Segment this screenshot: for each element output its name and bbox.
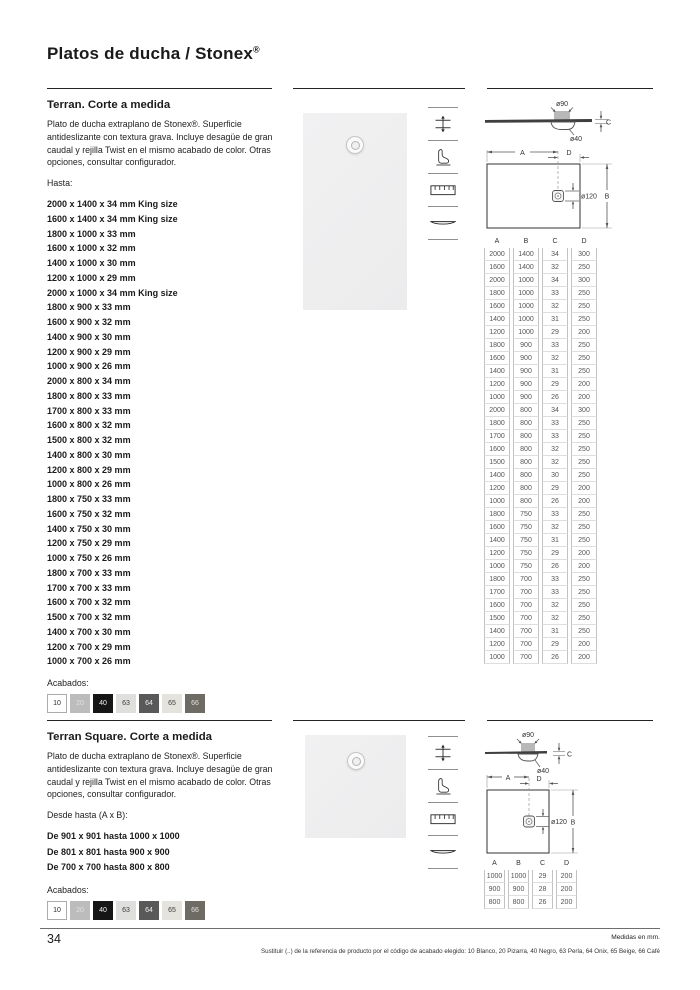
cell-b: 750	[513, 508, 539, 521]
cell-c: 33	[542, 287, 568, 300]
page-title	[47, 44, 260, 64]
range-label: Desde hasta (A x B):	[47, 810, 128, 820]
section-title: Terran Square. Corte a medida	[47, 731, 213, 743]
svg-text:A: A	[505, 774, 511, 782]
cell-c: 32	[542, 261, 568, 274]
table-row	[484, 612, 597, 625]
cell-b: 900	[508, 883, 529, 896]
size-list	[47, 197, 280, 669]
cell-a: 1200	[484, 482, 510, 495]
cell-d: 250	[571, 508, 597, 521]
size-item: 1000 x 750 x 26 mm	[47, 553, 131, 563]
size-item: De 901 x 901 hasta 1000 x 1000	[47, 831, 180, 841]
table-row	[484, 560, 597, 573]
size-item: 1200 x 1000 x 29 mm	[47, 272, 136, 283]
table-header: A	[492, 860, 497, 867]
finish-swatch: 20	[70, 901, 90, 920]
finish-swatch: 66	[185, 901, 205, 920]
cell-c: 32	[542, 456, 568, 469]
svg-text:ø120: ø120	[551, 819, 567, 826]
svg-text:ø90: ø90	[555, 101, 569, 108]
size-item: 1500 x 800 x 32 mm	[47, 435, 131, 445]
svg-text:ø90: ø90	[521, 732, 535, 739]
cell-a: 900	[484, 883, 505, 896]
cell-b: 800	[513, 482, 539, 495]
technical-drawing-rectangular	[485, 98, 655, 238]
finish-swatch: 10	[47, 901, 67, 920]
finish-swatch-row	[47, 901, 280, 920]
cell-c: 32	[542, 521, 568, 534]
cell-a: 1800	[484, 287, 510, 300]
section-title: Terran. Corte a medida	[47, 99, 171, 111]
cell-c: 33	[542, 430, 568, 443]
table-row	[484, 339, 597, 352]
cell-b: 900	[513, 365, 539, 378]
divider	[293, 88, 465, 89]
table-row	[484, 261, 597, 274]
cell-b: 900	[513, 391, 539, 404]
cell-b: 800	[513, 443, 539, 456]
cell-c: 26	[542, 560, 568, 573]
cell-b: 700	[513, 651, 539, 664]
table-row	[484, 248, 597, 261]
table-row	[484, 469, 597, 482]
cell-b: 750	[513, 521, 539, 534]
cell-a: 1000	[484, 495, 510, 508]
size-item: 1800 x 900 x 33 mm	[47, 302, 131, 313]
finish-swatch: 66	[185, 694, 205, 713]
size-item: De 700 x 700 hasta 800 x 800	[47, 862, 170, 873]
cell-a: 1600	[484, 599, 510, 612]
cell-c: 28	[532, 883, 553, 896]
cell-a: 1600	[484, 352, 510, 365]
cell-b: 800	[513, 495, 539, 508]
cell-a: 2000	[484, 404, 510, 417]
cell-c: 29	[542, 638, 568, 651]
table-row	[484, 443, 597, 456]
finish-swatch: 20	[70, 694, 90, 713]
cell-b: 1000	[513, 300, 539, 313]
dimensions-table-terran-square	[481, 858, 580, 909]
finish-swatch-row	[47, 694, 280, 713]
cell-c: 33	[542, 417, 568, 430]
cell-b: 800	[513, 456, 539, 469]
cell-b: 750	[513, 560, 539, 573]
cell-d: 200	[571, 482, 597, 495]
table-row	[484, 326, 597, 339]
cell-a: 1000	[484, 651, 510, 664]
table-row	[484, 300, 597, 313]
size-item: 1200 x 800 x 29 mm	[47, 464, 131, 475]
table-row	[484, 287, 597, 300]
finish-swatch: 64	[139, 901, 159, 920]
table-row	[484, 521, 597, 534]
extra-flat-icon	[428, 835, 458, 869]
size-item: 1800 x 750 x 33 mm	[47, 494, 131, 504]
cell-a: 1400	[484, 365, 510, 378]
table-row	[484, 599, 597, 612]
cell-c: 26	[542, 651, 568, 664]
anti-slip-foot-icon	[428, 140, 458, 173]
svg-text:C: C	[567, 751, 573, 759]
cell-d: 250	[571, 339, 597, 352]
anti-slip-foot-icon	[428, 769, 458, 802]
table-row	[484, 404, 597, 417]
size-item: 1400 x 750 x 30 mm	[47, 523, 131, 534]
cell-c: 34	[542, 248, 568, 261]
svg-text:D: D	[536, 776, 542, 783]
size-item: 1600 x 750 x 32 mm	[47, 508, 131, 519]
section-description: Plato de ducha extraplano de Stonex®. Superficie antideslizante con textura grava. Incluye desagüe de gran caudal y rejilla Twist en el mismo acabado de color. Otras opciones, consultar configurador.	[47, 119, 273, 168]
svg-text:ø40: ø40	[569, 136, 583, 143]
table-row	[484, 430, 597, 443]
cell-b: 900	[513, 352, 539, 365]
cell-d: 250	[571, 586, 597, 599]
cell-a: 1400	[484, 534, 510, 547]
svg-text:B: B	[570, 819, 576, 827]
cell-a: 1800	[484, 573, 510, 586]
feature-icon-column	[428, 107, 458, 240]
divider	[47, 88, 272, 89]
section-terran-text	[47, 99, 280, 713]
table-row	[484, 378, 597, 391]
size-item: De 801 x 801 hasta 900 x 900	[47, 846, 170, 857]
cell-a: 1200	[484, 547, 510, 560]
size-item: 1800 x 700 x 33 mm	[47, 567, 131, 578]
cell-a: 1000	[484, 560, 510, 573]
cell-a: 800	[484, 896, 505, 909]
cell-d: 250	[571, 573, 597, 586]
svg-text:A: A	[520, 149, 525, 157]
cell-a: 1200	[484, 378, 510, 391]
cell-b: 800	[513, 417, 539, 430]
footer-note: Sustituir (..) de la referencia de producto por el código de acabado elegido: 10 Blanco, 20 Pizarra, 40 Negro, 63 Perla, 64 Onix, 65 Beige, 66 Café	[261, 948, 660, 955]
cell-c: 31	[542, 625, 568, 638]
size-item: 1600 x 800 x 32 mm	[47, 420, 131, 431]
size-item: 1000 x 700 x 26 mm	[47, 656, 131, 667]
table-row	[484, 456, 597, 469]
table-row	[484, 638, 597, 651]
cell-d: 300	[571, 404, 597, 417]
cell-b: 700	[513, 638, 539, 651]
cell-a: 1700	[484, 586, 510, 599]
table-row	[484, 651, 597, 664]
cell-a: 1200	[484, 638, 510, 651]
cell-c: 29	[542, 482, 568, 495]
finish-swatch: 64	[139, 694, 159, 713]
table-row	[484, 586, 597, 599]
drain-cap-center	[351, 141, 360, 150]
size-item: 1700 x 700 x 33 mm	[47, 582, 131, 593]
cell-c: 32	[542, 599, 568, 612]
size-item: 1500 x 700 x 32 mm	[47, 612, 131, 622]
cell-c: 26	[542, 391, 568, 404]
cell-c: 26	[542, 495, 568, 508]
cell-d: 250	[571, 534, 597, 547]
cell-d: 250	[571, 612, 597, 625]
cell-d: 250	[571, 599, 597, 612]
cell-d: 250	[571, 261, 597, 274]
cell-c: 34	[542, 404, 568, 417]
cell-c: 32	[542, 443, 568, 456]
cell-a: 1600	[484, 300, 510, 313]
section-description: Plato de ducha extraplano de Stonex®. Superficie antideslizante con textura grava. Incluye desagüe de gran caudal y rejilla Twist en el mismo acabado de color. Otras opciones, consultar configurador.	[47, 751, 273, 800]
cell-c: 33	[542, 586, 568, 599]
cell-d: 200	[571, 651, 597, 664]
cell-d: 250	[571, 456, 597, 469]
cell-d: 250	[571, 313, 597, 326]
registered-mark: ®	[253, 44, 260, 55]
size-item: 1600 x 1400 x 34 mm King size	[47, 213, 178, 224]
table-row	[484, 417, 597, 430]
cell-d: 250	[571, 443, 597, 456]
page-number: 34	[47, 932, 61, 946]
cell-a: 2000	[484, 248, 510, 261]
svg-text:ø120: ø120	[581, 193, 597, 201]
table-row	[484, 534, 597, 547]
cell-a: 1500	[484, 612, 510, 625]
table-row	[484, 883, 577, 896]
cell-b: 800	[513, 469, 539, 482]
cell-a: 1400	[484, 313, 510, 326]
size-item: 1700 x 800 x 33 mm	[47, 405, 131, 416]
cell-d: 250	[571, 417, 597, 430]
cell-d: 250	[571, 625, 597, 638]
feature-icon-column	[428, 736, 458, 869]
size-item: 1400 x 700 x 30 mm	[47, 626, 131, 637]
cell-d: 200	[556, 870, 577, 883]
table-header: C	[539, 860, 546, 867]
cell-c: 31	[542, 365, 568, 378]
size-item: 1200 x 900 x 29 mm	[47, 346, 131, 357]
units-note: Medidas en mm.	[611, 934, 660, 941]
size-item: 1400 x 800 x 30 mm	[47, 449, 131, 460]
cell-b: 1000	[513, 313, 539, 326]
finishes-label: Acabados:	[47, 884, 89, 895]
cell-c: 33	[542, 508, 568, 521]
table-row	[484, 313, 597, 326]
cell-d: 200	[571, 391, 597, 404]
table-row	[484, 274, 597, 287]
cell-d: 200	[571, 547, 597, 560]
adjustable-height-icon	[428, 107, 458, 140]
cell-d: 250	[571, 300, 597, 313]
product-photo-square-tray	[305, 735, 406, 838]
cell-a: 1600	[484, 443, 510, 456]
table-row	[484, 495, 597, 508]
cell-d: 200	[556, 896, 577, 909]
size-item: 2000 x 1400 x 34 mm King size	[47, 199, 178, 209]
cell-c: 34	[542, 274, 568, 287]
table-header: C	[552, 238, 558, 245]
table-header: B	[523, 238, 529, 245]
table-row	[484, 547, 597, 560]
cell-b: 700	[513, 573, 539, 586]
cell-c: 32	[542, 352, 568, 365]
size-item: 2000 x 1000 x 34 mm King size	[47, 287, 178, 298]
table-header: A	[494, 238, 500, 245]
cell-a: 1400	[484, 625, 510, 638]
technical-drawing-square	[485, 728, 655, 860]
size-item: 1600 x 700 x 32 mm	[47, 597, 131, 608]
cell-b: 750	[513, 534, 539, 547]
size-item: 1000 x 900 x 26 mm	[47, 361, 131, 372]
cut-to-size-ruler-icon	[428, 173, 458, 206]
cell-a: 1600	[484, 521, 510, 534]
cell-b: 700	[513, 612, 539, 625]
svg-text:ø40: ø40	[536, 768, 550, 775]
section-terran-square-text	[47, 731, 280, 920]
cell-b: 1000	[508, 870, 529, 883]
table-header: B	[516, 860, 521, 867]
range-label: Hasta:	[47, 178, 73, 188]
cell-d: 250	[571, 352, 597, 365]
extra-flat-icon	[428, 206, 458, 240]
cell-d: 200	[571, 638, 597, 651]
table-row	[484, 870, 577, 883]
table-row	[484, 482, 597, 495]
divider	[487, 720, 653, 721]
cell-b: 1000	[513, 326, 539, 339]
cut-to-size-ruler-icon	[428, 802, 458, 835]
cell-b: 800	[513, 404, 539, 417]
size-item: 1200 x 700 x 29 mm	[47, 641, 131, 652]
cell-c: 31	[542, 534, 568, 547]
cell-c: 32	[542, 612, 568, 625]
size-list	[47, 829, 280, 876]
svg-text:C: C	[606, 119, 612, 127]
divider	[293, 720, 465, 721]
cell-c: 29	[542, 378, 568, 391]
cell-c: 29	[542, 326, 568, 339]
finish-swatch: 65	[162, 694, 182, 713]
cell-a: 1800	[484, 508, 510, 521]
cell-d: 200	[571, 560, 597, 573]
cell-c: 29	[532, 870, 553, 883]
cell-b: 1400	[513, 248, 539, 261]
cell-a: 1000	[484, 391, 510, 404]
table-row	[484, 896, 577, 909]
cell-c: 32	[542, 300, 568, 313]
cell-d: 300	[571, 248, 597, 261]
cell-d: 250	[571, 430, 597, 443]
size-item: 1800 x 1000 x 33 mm	[47, 228, 136, 239]
size-item: 1600 x 900 x 32 mm	[47, 317, 131, 327]
cell-d: 300	[571, 274, 597, 287]
cell-a: 2000	[484, 274, 510, 287]
cell-b: 900	[513, 339, 539, 352]
adjustable-height-icon	[428, 736, 458, 769]
cell-d: 200	[571, 495, 597, 508]
cell-b: 700	[513, 599, 539, 612]
cell-a: 1600	[484, 261, 510, 274]
cell-c: 26	[532, 896, 553, 909]
svg-text:B: B	[604, 193, 610, 201]
cell-d: 200	[571, 326, 597, 339]
cell-b: 1400	[513, 261, 539, 274]
cell-b: 750	[513, 547, 539, 560]
footer-divider	[40, 928, 660, 929]
cell-b: 900	[513, 378, 539, 391]
cell-c: 29	[542, 547, 568, 560]
cell-d: 250	[571, 521, 597, 534]
cell-b: 700	[513, 586, 539, 599]
table-header: D	[563, 860, 570, 867]
cell-d: 250	[571, 287, 597, 300]
finish-swatch: 63	[116, 694, 136, 713]
dimensions-table-terran	[481, 236, 600, 664]
table-header: D	[581, 238, 587, 245]
drain-cap	[346, 136, 364, 154]
size-item: 1000 x 800 x 26 mm	[47, 479, 131, 490]
divider	[487, 88, 653, 89]
cell-b: 1000	[513, 274, 539, 287]
finish-swatch: 10	[47, 694, 67, 713]
product-photo-rectangular-tray	[303, 113, 407, 310]
cell-b: 800	[508, 896, 529, 909]
size-item: 1400 x 900 x 30 mm	[47, 331, 131, 342]
drain-cap	[347, 752, 365, 770]
cell-b: 1000	[513, 287, 539, 300]
cell-a: 1400	[484, 469, 510, 482]
cell-a: 1500	[484, 456, 510, 469]
cell-a: 1000	[484, 870, 505, 883]
size-item: 1400 x 1000 x 30 mm	[47, 258, 136, 268]
size-item: 2000 x 800 x 34 mm	[47, 376, 131, 386]
finish-swatch: 65	[162, 901, 182, 920]
cell-d: 200	[556, 883, 577, 896]
finish-swatch: 40	[93, 901, 113, 920]
cell-d: 200	[571, 378, 597, 391]
cell-b: 700	[513, 625, 539, 638]
finishes-label: Acabados:	[47, 678, 89, 688]
table-row	[484, 365, 597, 378]
cell-a: 1800	[484, 339, 510, 352]
cell-a: 1800	[484, 417, 510, 430]
divider	[47, 720, 272, 721]
svg-text:D: D	[566, 150, 572, 157]
table-row	[484, 352, 597, 365]
size-item: 1600 x 1000 x 32 mm	[47, 243, 136, 254]
finish-swatch: 40	[93, 694, 113, 713]
cell-a: 1700	[484, 430, 510, 443]
cell-d: 250	[571, 469, 597, 482]
size-item: 1800 x 800 x 33 mm	[47, 390, 131, 401]
size-item: 1200 x 750 x 29 mm	[47, 538, 131, 549]
table-row	[484, 508, 597, 521]
table-row	[484, 391, 597, 404]
cell-c: 31	[542, 313, 568, 326]
cell-a: 1200	[484, 326, 510, 339]
drain-cap-center	[352, 757, 361, 766]
cell-d: 250	[571, 365, 597, 378]
table-row	[484, 573, 597, 586]
cell-c: 33	[542, 339, 568, 352]
cell-c: 30	[542, 469, 568, 482]
cell-c: 33	[542, 573, 568, 586]
page-title-text: Platos de ducha / Stonex	[47, 44, 254, 63]
cell-b: 800	[513, 430, 539, 443]
finish-swatch: 63	[116, 901, 136, 920]
table-row	[484, 625, 597, 638]
